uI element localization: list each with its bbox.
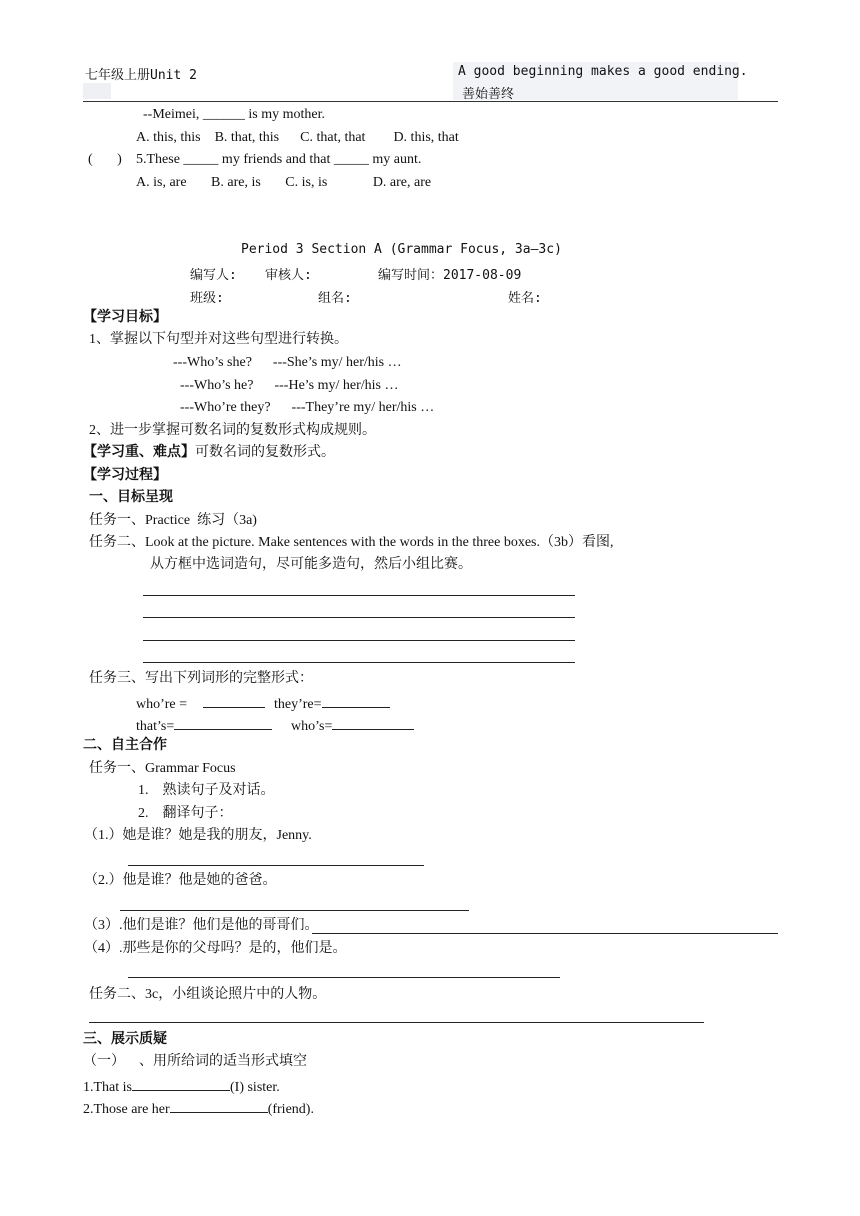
task-2-answer-line: [89, 1022, 704, 1023]
header-left: 七年级上册Unit 2: [85, 68, 197, 83]
thats-label: that’s=: [136, 719, 175, 734]
answer-line-4: [143, 662, 575, 663]
q5-question: 5.These _____ my friends and that _____ my aunt.: [136, 152, 422, 167]
whos-blank: [332, 715, 414, 730]
translate-3: （3）.他们是谁？他们是他的哥哥们。: [84, 918, 319, 933]
task-2-line2: 从方框中选词造句，尽可能多造句，然后小组比赛。: [150, 557, 472, 572]
key-points: [83, 444, 335, 462]
task-3: 任务三、写出下列词形的完整形式：: [89, 671, 313, 686]
header-rule: [83, 101, 778, 102]
grammar-sub-1: 1. 熟读句子及对话。: [138, 783, 275, 798]
grammar-task-2: 任务二、3c，小组谈论照片中的人物。: [89, 987, 327, 1002]
writer-label: 编写人:: [190, 268, 237, 283]
pattern-1: ---Who’s she? ---She’s my/ her/his …: [173, 355, 402, 370]
translate-2: （2.）他是谁？他是她的爸爸。: [84, 873, 277, 888]
q4-options: A. this, this B. that, this C. that, that D. this, that: [136, 130, 459, 145]
period-title: Period 3 Section A (Grammar Focus, 3a—3c): [241, 242, 562, 257]
thats-item: [136, 715, 272, 736]
key-points-heading: 【学习重、难点】: [83, 445, 195, 460]
answer-line-3: [143, 640, 575, 641]
translate-4: （4）.那些是你的父母吗？是的，他们是。: [84, 941, 347, 956]
key-points-text: 可数名词的复数形式。: [195, 445, 335, 460]
translate-4-line: [128, 977, 560, 978]
fill-q1-pre: 1.That is: [83, 1080, 132, 1095]
answer-line-2: [143, 617, 575, 618]
thats-blank: [174, 715, 272, 730]
process-heading: 【学习过程】: [83, 468, 167, 483]
theyre-item: [274, 693, 390, 714]
q5-answer-paren: ( ): [88, 152, 122, 167]
whos-label: who’s=: [291, 719, 333, 734]
pattern-2: ---Who’s he? ---He’s my/ her/his …: [180, 378, 399, 393]
fill-q1: [83, 1076, 280, 1097]
fill-q2-blank: [170, 1098, 268, 1113]
section-3-heading: 三、展示质疑: [83, 1032, 167, 1047]
translate-1: （1.）她是谁？她是我的朋友，Jenny.: [84, 828, 312, 843]
goal-2: 2、进一步掌握可数名词的复数形式构成规则。: [89, 423, 376, 438]
whore-item: [136, 693, 265, 714]
answer-line-1: [143, 595, 575, 596]
fill-in-instruction: （一） 、用所给词的适当形式填空: [83, 1054, 307, 1069]
header-shade-left: [83, 83, 111, 99]
name-label: 姓名:: [508, 291, 542, 306]
translate-3-line: [312, 933, 778, 934]
translate-1-line: [128, 865, 424, 866]
header-motto-en: A good beginning makes a good ending.: [458, 64, 748, 79]
fill-q2: [83, 1098, 314, 1119]
theyre-label: they’re=: [274, 697, 322, 712]
q4-dialog-line: --Meimei, ______ is my mother.: [143, 107, 325, 122]
whore-label: who’re =: [136, 697, 188, 712]
goals-heading: 【学习目标】: [83, 310, 167, 325]
group-label: 组名:: [318, 291, 352, 306]
date-label: 编写时间：2017-08-09: [378, 268, 522, 283]
grammar-task-1: 任务一、Grammar Focus: [89, 761, 236, 776]
task-1: 任务一、Practice 练习（3a): [89, 513, 257, 528]
reviewer-label: 审核人:: [265, 268, 312, 283]
fill-q2-pre: 2.Those are her: [83, 1102, 170, 1117]
pattern-3: ---Who’re they? ---They’re my/ her/his …: [180, 400, 435, 415]
grammar-sub-2: 2. 翻译句子：: [138, 806, 233, 821]
header-motto-cn: 善始善终: [462, 87, 515, 102]
whore-blank: [203, 693, 265, 708]
fill-q1-blank: [132, 1076, 230, 1091]
goal-1: 1、掌握以下句型并对这些句型进行转换。: [89, 332, 348, 347]
q5-options: A. is, are B. are, is C. is, is D. are, are: [136, 175, 432, 190]
theyre-blank: [322, 693, 390, 708]
section-1-heading: 一、目标呈现: [89, 490, 173, 505]
section-2-heading: 二、自主合作: [83, 738, 167, 753]
whos-item: [291, 715, 414, 736]
task-2-line1: 任务二、Look at the picture. Make sentences with the words in the three boxes.（3b）看图,: [89, 535, 614, 550]
class-label: 班级:: [190, 291, 224, 306]
fill-q2-post: (friend).: [267, 1102, 314, 1117]
translate-2-line: [120, 910, 469, 911]
fill-q1-post: (I) sister.: [230, 1080, 280, 1095]
